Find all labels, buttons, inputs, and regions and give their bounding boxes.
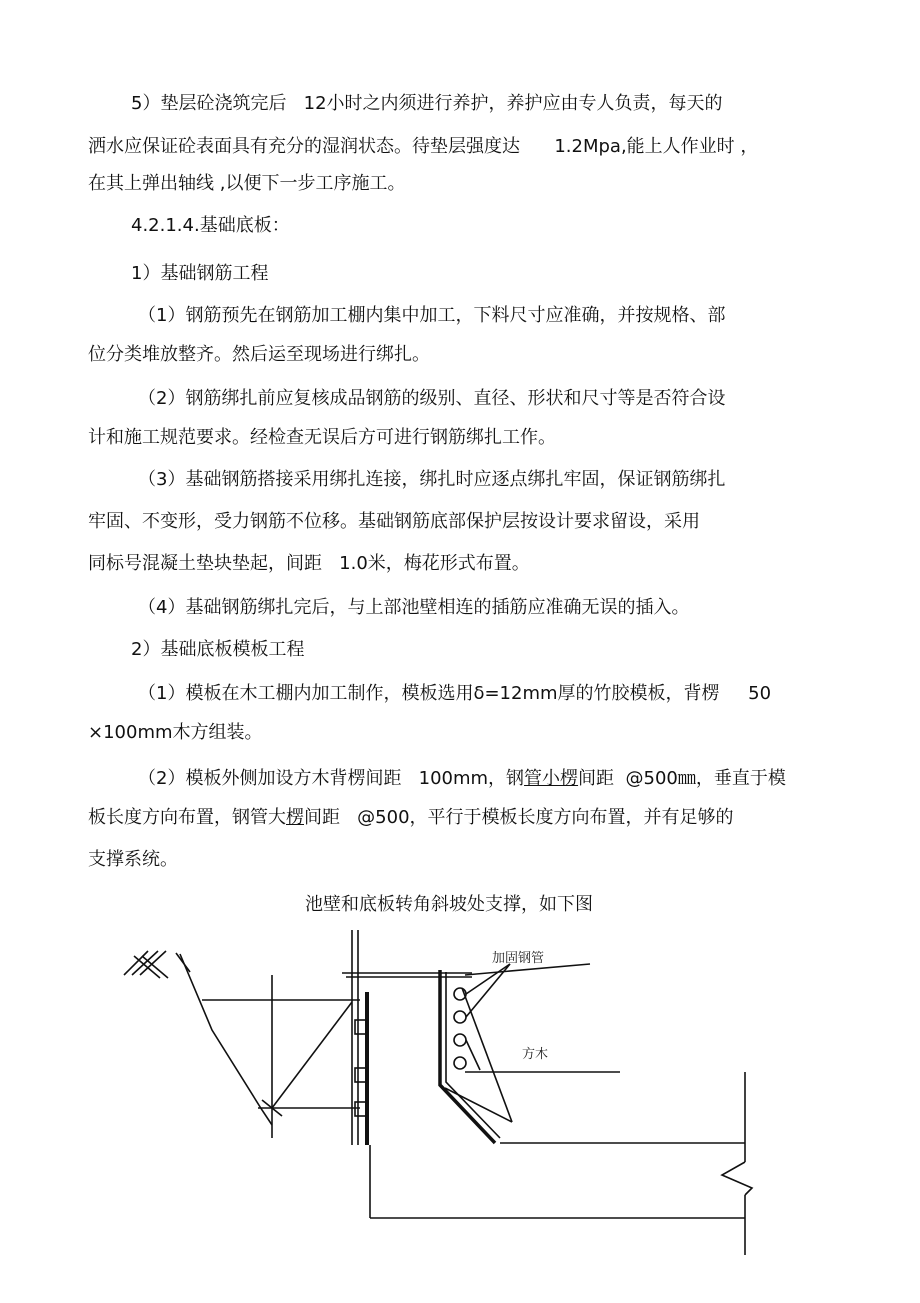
formwork-item-2-line-3: 支撑系统。 (88, 849, 178, 870)
formwork-item-1-line-2: ×100mm木方组装。 (88, 722, 263, 743)
rebar-item-3-line-1: （3）基础钢筋搭接采用绑扎连接，绑扎时应逐点绑扎牢固，保证钢筋绑扎 (138, 469, 726, 490)
paragraph-5-line-2: 洒水应保证砼表面具有充分的湿润状态。待垫层强度达 1.2Mpa,能上人作业时 ， (88, 136, 759, 157)
formwork-item-2-line-2-a: 板长度方向布置，钢管大 (88, 807, 286, 828)
paragraph-5-line-1: 5）垫层砼浇筑完后 12小时之内须进行养护，养护应由专人负责，每天的 (131, 93, 723, 114)
rebar-item-1-line-2: 位分类堆放整齐。然后运至现场进行绑扎。 (88, 344, 430, 365)
label-timber: 方木 (522, 1047, 549, 1062)
formwork-item-1-line-1: （1）模板在木工棚内加工制作，模板选用δ=12mm厚的竹胶模板，背楞 50 (138, 683, 772, 704)
formwork-heading: 2）基础底板模板工程 (131, 639, 305, 660)
steel-pipe-section (454, 1057, 466, 1069)
formwork-item-2-line-1-underlined: 管小楞 (524, 768, 579, 789)
rebar-item-2-line-1: （2）钢筋绑扎前应复核成品钢筋的级别、直径、形状和尺寸等是否符合设 (138, 388, 726, 409)
figure-caption: 池壁和底板转角斜坡处支撑，如下图 (305, 894, 593, 915)
paragraph-5-line-3: 在其上弹出轴线 ,以便下一步工序施工。 (88, 173, 406, 194)
rebar-item-3-line-2: 牢固、不变形，受力钢筋不位移。基础钢筋底部保护层按设计要求留设，采用 (88, 511, 700, 532)
steel-pipe-section (454, 1011, 466, 1023)
excavation-slope (180, 954, 272, 1125)
formwork-item-2-line-2 (88, 806, 734, 830)
pipe-leader (466, 964, 510, 1017)
formwork-item-2-line-1 (138, 767, 786, 791)
scaffold-brace (272, 1002, 352, 1108)
formwork-item-2-line-1-a: （2）模板外侧加设方木背楞间距 100mm，钢 (138, 768, 525, 789)
formwork-item-2-line-2-b: 间距 @500，平行于模板长度方向布置，并有足够的 (304, 807, 734, 828)
rebar-item-4-line-1: （4）基础钢筋绑扎完后，与上部池壁相连的插筋应准确无误的插入。 (138, 597, 690, 618)
rebar-item-3-line-3: 同标号混凝土垫块垫起，间距 1.0米，梅花形式布置。 (88, 553, 530, 574)
pipe-leader (466, 1040, 480, 1070)
label-steel-pipe: 加固钢管 (492, 951, 545, 966)
steel-pipe-section (454, 1034, 466, 1046)
slope-brace (462, 988, 512, 1122)
rebar-item-2-line-2: 计和施工规范要求。经检查无误后方可进行钢筋绑扎工作。 (88, 427, 556, 448)
break-line (722, 1162, 752, 1195)
section-heading: 4.2.1.4.基础底板： (131, 215, 290, 236)
rebar-heading: 1）基础钢筋工程 (131, 263, 269, 284)
rebar-item-1-line-1: （1）钢筋预先在钢筋加工棚内集中加工，下料尺寸应准确，并按规格、部 (138, 305, 726, 326)
support-diagram (0, 920, 920, 1303)
formwork-item-2-line-2-underlined: 楞 (286, 807, 304, 828)
formwork-item-2-line-1-b: 间距 @500㎜，垂直于模 (578, 768, 786, 789)
